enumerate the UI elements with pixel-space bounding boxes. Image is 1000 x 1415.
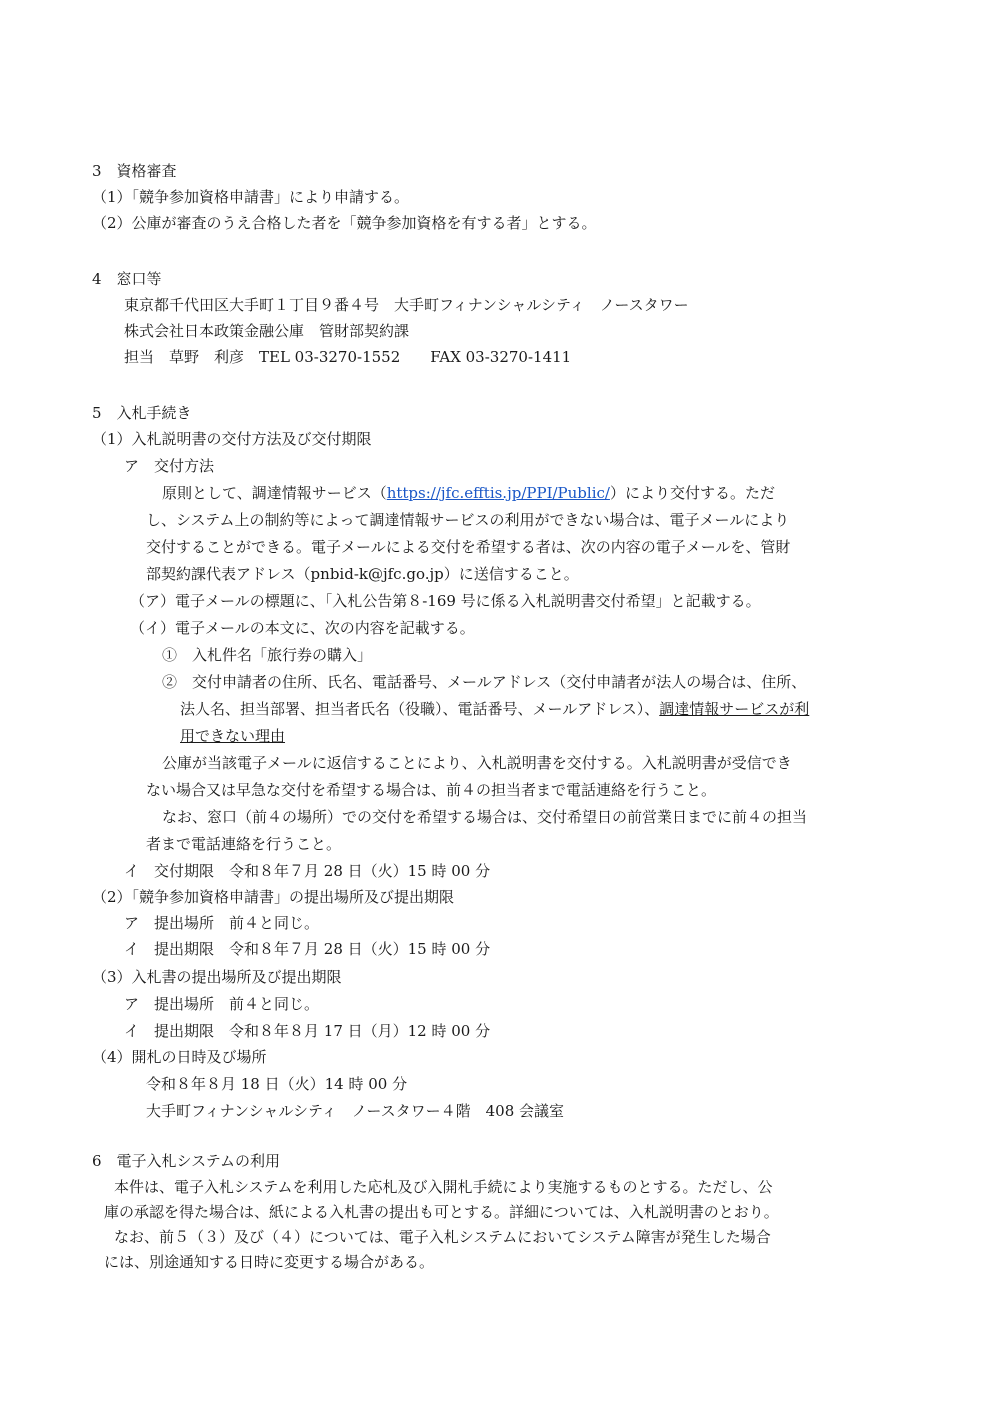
section-5-sub-3-title: （3）入札書の提出場所及び提出期限 bbox=[92, 968, 342, 986]
underlined-text: 用できない理由 bbox=[180, 727, 286, 745]
section-3-item-1: （1）「競争参加資格申請書」により申請する。 bbox=[92, 188, 410, 206]
text-segment: 法人名、担当部署、担当者氏名（役職）、電話番号、メールアドレス）、 bbox=[180, 700, 660, 718]
reply-paragraph-line-1: 公庫が当該電子メールに返信することにより、入札説明書を交付する。入札説明書が受信でき bbox=[162, 754, 792, 772]
section-6-paragraph-1-line-1: 本件は、電子入札システムを利用した応札及び入開札手続により実施するものとする。ただし、公 bbox=[114, 1178, 773, 1196]
underlined-text: 調達情報サービスが利 bbox=[659, 700, 810, 718]
opening-place: 大手町フィナンシャルシティ ノースタワー４階 408 会議室 bbox=[146, 1102, 565, 1120]
section-4-heading: 4 窓口等 bbox=[92, 270, 162, 288]
opening-datetime: 令和８年８月 18 日（火）14 時 00 分 bbox=[146, 1075, 408, 1093]
contact-person: 担当 草野 利彦 TEL 03-3270-1552 FAX 03-3270-1411 bbox=[124, 348, 572, 366]
delivery-method-paragraph-line-4: 部契約課代表アドレス（pnbid-k@jfc.go.jp）に送信すること。 bbox=[146, 565, 579, 583]
email-body-item-2-line-2 bbox=[180, 698, 809, 720]
section-5-sub-4-title: （4）開札の日時及び場所 bbox=[92, 1048, 267, 1066]
section-6-paragraph-2-line-1: なお、前５（３）及び（４）については、電子入札システムにおいてシステム障害が発生した場合 bbox=[114, 1228, 771, 1246]
delivery-method-title: ア 交付方法 bbox=[124, 457, 215, 475]
section-6-heading: 6 電子入札システムの利用 bbox=[92, 1152, 281, 1170]
email-body-item-2-line-3 bbox=[180, 725, 285, 747]
text-segment: 原則として、調達情報サービス（ bbox=[162, 484, 387, 502]
email-body-instruction: （イ）電子メールの本文に、次の内容を記載する。 bbox=[130, 619, 475, 637]
reply-paragraph-line-2: ない場合又は早急な交付を希望する場合は、前４の担当者まで電話連絡を行うこと。 bbox=[146, 781, 717, 799]
application-submission-deadline: イ 提出期限 令和８年７月 28 日（火）15 時 00 分 bbox=[124, 940, 491, 958]
bid-submission-deadline: イ 提出期限 令和８年８月 17 日（月）12 時 00 分 bbox=[124, 1022, 491, 1040]
section-6-paragraph-2-line-2: には、別途通知する日時に変更する場合がある。 bbox=[104, 1253, 435, 1271]
section-5-sub-2-title: （2）「競争参加資格申請書」の提出場所及び提出期限 bbox=[92, 888, 455, 906]
delivery-method-paragraph-line-2: し、システム上の制約等によって調達情報サービスの利用ができない場合は、電子メールにより bbox=[146, 511, 790, 529]
email-subject-instruction: （ア）電子メールの標題に、「入札公告第８-169 号に係る入札説明書交付希望」と記載する。 bbox=[130, 592, 761, 610]
bid-submission-place: ア 提出場所 前４と同じ。 bbox=[124, 995, 320, 1013]
delivery-method-paragraph-line-3: 交付することができる。電子メールによる交付を希望する者は、次の内容の電子メールを、管財 bbox=[146, 538, 791, 556]
section-5-sub-1-title: （1）入札説明書の交付方法及び交付期限 bbox=[92, 430, 372, 448]
text-segment: ）により交付する。ただ bbox=[609, 484, 775, 502]
application-submission-place: ア 提出場所 前４と同じ。 bbox=[124, 914, 320, 932]
contact-organization: 株式会社日本政策金融公庫 管財部契約課 bbox=[124, 322, 410, 340]
section-3-heading: 3 資格審査 bbox=[92, 162, 177, 180]
email-body-item-2-line-1: ② 交付申請者の住所、氏名、電話番号、メールアドレス（交付申請者が法人の場合は、住所、 bbox=[162, 673, 807, 691]
window-paragraph-line-1: なお、窓口（前４の場所）での交付を希望する場合は、交付希望日の前営業日までに前４の担当 bbox=[162, 808, 808, 826]
section-6-paragraph-1-line-2: 庫の承認を得た場合は、紙による入札書の提出も可とする。詳細については、入札説明書のとおり。 bbox=[104, 1203, 779, 1221]
delivery-deadline: イ 交付期限 令和８年７月 28 日（火）15 時 00 分 bbox=[124, 862, 491, 880]
section-5-heading: 5 入札手続き bbox=[92, 404, 192, 422]
section-3-item-2: （2）公庫が審査のうえ合格した者を「競争参加資格を有する者」とする。 bbox=[92, 214, 597, 232]
contact-address: 東京都千代田区大手町１丁目９番４号 大手町フィナンシャルシティ ノースタワー bbox=[124, 296, 689, 314]
procurement-service-link[interactable]: https://jfc.efftis.jp/PPI/Public/ bbox=[386, 484, 610, 502]
email-body-item-1: ① 入札件名「旅行券の購入」 bbox=[162, 646, 373, 664]
window-paragraph-line-2: 者まで電話連絡を行うこと。 bbox=[146, 835, 342, 853]
delivery-method-paragraph-line-1 bbox=[162, 482, 775, 504]
